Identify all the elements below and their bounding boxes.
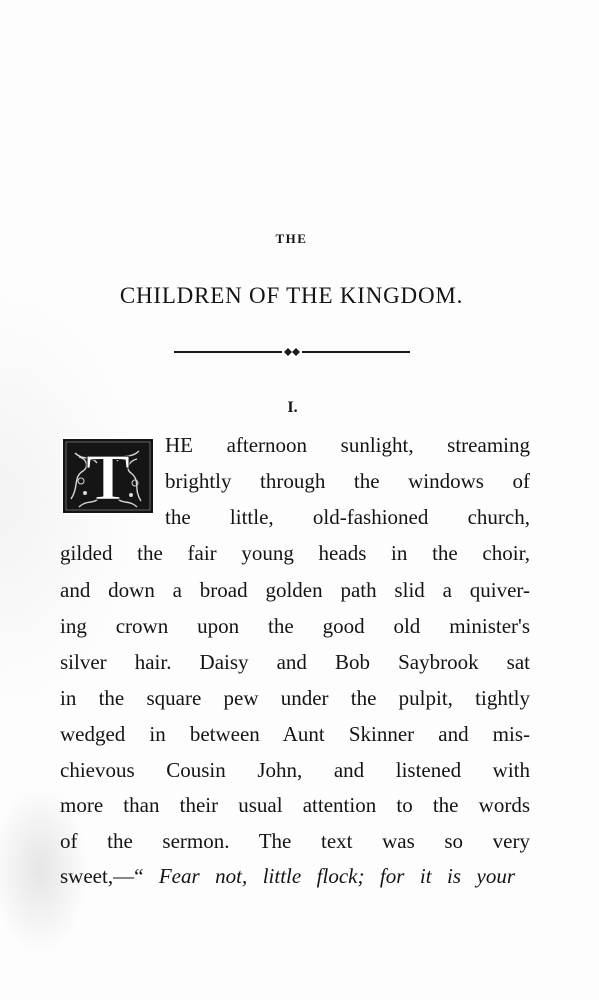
small-title: THE	[275, 231, 308, 246]
ornamental-rule-icon	[174, 345, 410, 359]
body-line-5: and down a broad golden path slid a quiver-	[60, 578, 530, 602]
ornamental-drop-cap-icon	[61, 437, 155, 515]
body-line-2: brightly through the windows of	[165, 469, 530, 493]
body-line-13-italic: Fear not, little flock; for it is your	[158, 864, 515, 888]
body-line-12: of the sermon. The text was so very	[60, 829, 530, 853]
body-line-13-prefix: sweet,—“	[60, 864, 159, 888]
body-line-3: the little, old-fashioned church,	[165, 505, 530, 529]
body-line-6: ing crown upon the good old minister's	[60, 614, 530, 638]
body-line-9: wedged in between Aunt Skinner and mis-	[60, 722, 530, 746]
svg-text:T: T	[85, 441, 131, 514]
body-line-13	[60, 859, 515, 893]
body-line-7: silver hair. Daisy and Bob Saybrook sat	[60, 650, 530, 674]
body-line-4: gilded the fair young heads in the choir,	[60, 541, 530, 565]
page-title: CHILDREN OF THE KINGDOM.	[119, 283, 464, 308]
chapter-number: I.	[287, 399, 298, 416]
body-line-1: HE afternoon sunlight, streaming	[165, 433, 530, 457]
body-line-8: in the square pew under the pulpit, tightly	[60, 686, 530, 710]
body-line-11: more than their usual attention to the words	[60, 793, 530, 817]
body-line-10: chievous Cousin John, and listened with	[60, 758, 530, 782]
